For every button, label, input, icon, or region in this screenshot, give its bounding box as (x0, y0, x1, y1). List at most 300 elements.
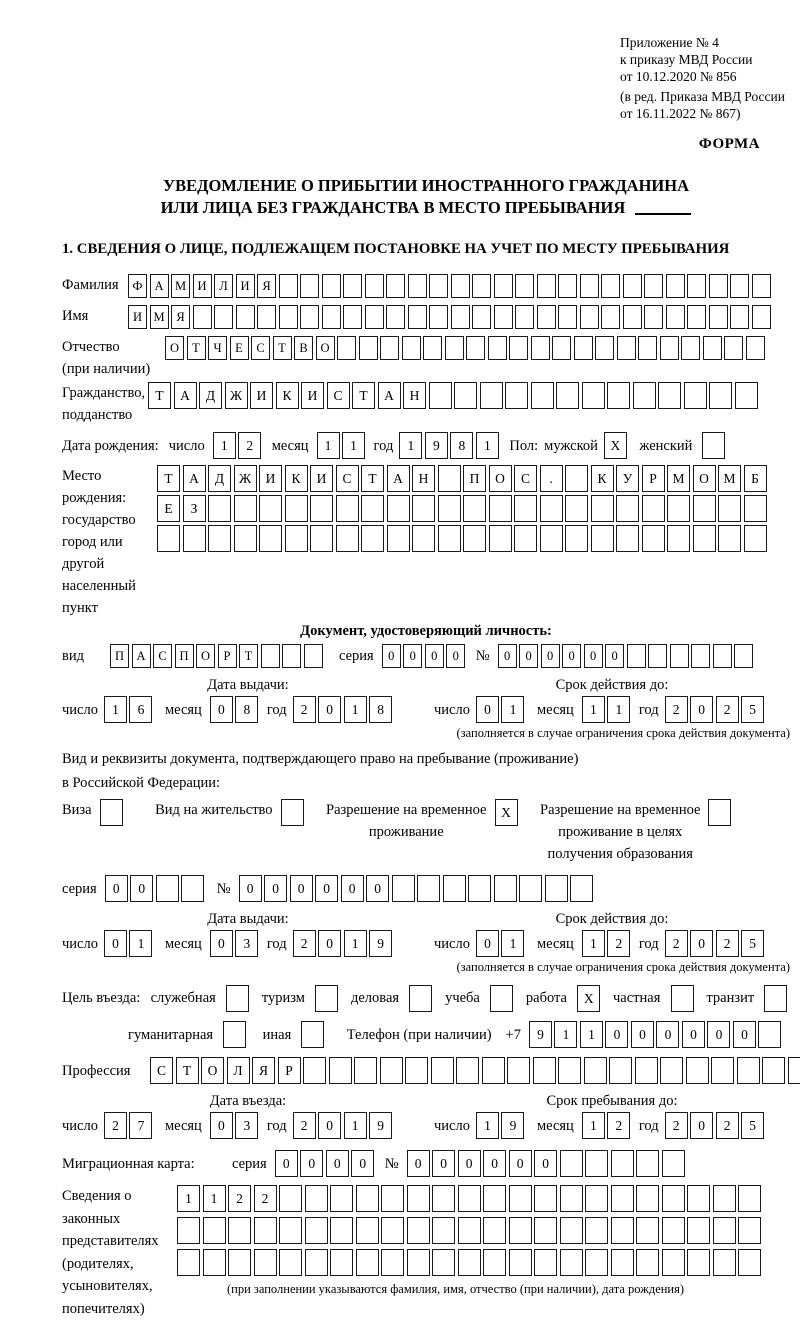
form-cell[interactable]: И (193, 274, 212, 298)
form-cell[interactable]: Б (744, 465, 767, 492)
form-cell[interactable] (687, 1185, 710, 1212)
form-cell[interactable] (611, 1217, 634, 1244)
form-cell[interactable]: 0 (690, 1112, 713, 1139)
form-cell[interactable] (301, 1021, 324, 1048)
form-cell[interactable]: 1 (203, 1185, 226, 1212)
form-cell[interactable] (601, 305, 620, 329)
form-cell[interactable]: А (183, 465, 206, 492)
form-cell[interactable] (466, 336, 485, 360)
form-cell[interactable] (254, 1217, 277, 1244)
form-cell[interactable] (752, 274, 771, 298)
form-cell[interactable] (558, 274, 577, 298)
form-cell[interactable] (558, 1057, 581, 1084)
form-cell[interactable] (423, 336, 442, 360)
form-cell[interactable]: 1 (582, 930, 605, 957)
form-cell[interactable] (691, 644, 710, 668)
form-cell[interactable] (713, 644, 732, 668)
form-cell[interactable] (261, 644, 280, 668)
form-cell[interactable]: О (489, 465, 512, 492)
form-cell[interactable] (560, 1150, 583, 1177)
form-cell[interactable] (658, 382, 681, 409)
form-cell[interactable] (660, 336, 679, 360)
form-cell[interactable] (259, 495, 282, 522)
form-cell[interactable] (483, 1185, 506, 1212)
form-cell[interactable] (322, 274, 341, 298)
form-cell[interactable] (537, 305, 556, 329)
form-cell[interactable] (438, 465, 461, 492)
form-cell[interactable] (234, 525, 257, 552)
form-cell[interactable] (670, 644, 689, 668)
form-cell[interactable] (300, 305, 319, 329)
form-cell[interactable]: 5 (741, 930, 764, 957)
form-cell[interactable] (585, 1185, 608, 1212)
form-cell[interactable] (451, 305, 470, 329)
form-cell[interactable]: 0 (407, 1150, 430, 1177)
form-cell[interactable] (534, 1217, 557, 1244)
form-cell[interactable]: 0 (476, 930, 499, 957)
form-cell[interactable]: Т (352, 382, 375, 409)
form-cell[interactable] (417, 875, 440, 902)
form-cell[interactable]: 0 (275, 1150, 298, 1177)
form-cell[interactable] (514, 495, 537, 522)
form-cell[interactable] (310, 525, 333, 552)
form-cell[interactable]: 2 (716, 930, 739, 957)
form-cell[interactable] (488, 336, 507, 360)
form-cell[interactable] (724, 336, 743, 360)
form-cell[interactable] (431, 1057, 454, 1084)
form-cell[interactable] (228, 1249, 251, 1276)
form-cell[interactable] (565, 495, 588, 522)
form-cell[interactable] (648, 644, 667, 668)
form-cell[interactable]: 1 (177, 1185, 200, 1212)
form-cell[interactable]: Т (157, 465, 180, 492)
form-cell[interactable]: 1 (129, 930, 152, 957)
form-cell[interactable] (494, 274, 513, 298)
form-cell[interactable]: 0 (541, 644, 560, 668)
form-cell[interactable]: 0 (318, 930, 341, 957)
form-cell[interactable]: С (150, 1057, 173, 1084)
form-cell[interactable]: О (201, 1057, 224, 1084)
form-cell[interactable]: М (150, 305, 169, 329)
form-cell[interactable] (582, 382, 605, 409)
form-cell[interactable] (584, 1057, 607, 1084)
form-cell[interactable]: 0 (631, 1021, 654, 1048)
form-cell[interactable] (203, 1217, 226, 1244)
form-cell[interactable] (214, 305, 233, 329)
form-cell[interactable] (709, 305, 728, 329)
form-cell[interactable]: Я (257, 274, 276, 298)
form-cell[interactable] (758, 1021, 781, 1048)
form-cell[interactable]: 0 (300, 1150, 323, 1177)
form-cell[interactable] (531, 382, 554, 409)
form-cell[interactable] (585, 1150, 608, 1177)
form-cell[interactable]: Д (199, 382, 222, 409)
form-cell[interactable] (203, 1249, 226, 1276)
form-cell[interactable]: О (316, 336, 335, 360)
form-cell[interactable]: 5 (741, 1112, 764, 1139)
form-cell[interactable]: 0 (239, 875, 262, 902)
form-cell[interactable] (684, 382, 707, 409)
form-cell[interactable] (472, 305, 491, 329)
form-cell[interactable] (611, 1150, 634, 1177)
form-cell[interactable]: 0 (534, 1150, 557, 1177)
form-cell[interactable]: Я (252, 1057, 275, 1084)
form-cell[interactable]: 0 (584, 644, 603, 668)
form-cell[interactable] (734, 644, 753, 668)
form-cell[interactable] (300, 274, 319, 298)
form-cell[interactable] (438, 495, 461, 522)
form-cell[interactable] (330, 1217, 353, 1244)
form-cell[interactable] (709, 382, 732, 409)
form-cell[interactable] (494, 875, 517, 902)
form-cell[interactable] (157, 525, 180, 552)
form-cell[interactable]: 8 (235, 696, 258, 723)
form-cell[interactable] (609, 1057, 632, 1084)
form-cell[interactable]: 7 (129, 1112, 152, 1139)
form-cell[interactable]: А (132, 644, 151, 668)
form-cell[interactable]: 3 (235, 930, 258, 957)
form-cell[interactable] (472, 274, 491, 298)
form-cell[interactable] (463, 495, 486, 522)
form-cell[interactable] (468, 875, 491, 902)
form-cell[interactable]: 1 (476, 1112, 499, 1139)
form-cell[interactable] (623, 274, 642, 298)
form-cell[interactable]: Т (148, 382, 171, 409)
form-cell[interactable] (788, 1057, 800, 1084)
form-cell[interactable] (257, 305, 276, 329)
form-cell[interactable] (407, 1185, 430, 1212)
form-cell[interactable]: 1 (344, 930, 367, 957)
form-cell[interactable] (515, 305, 534, 329)
form-cell[interactable]: 0 (690, 930, 713, 957)
form-cell[interactable]: 1 (607, 696, 630, 723)
form-cell[interactable] (730, 305, 749, 329)
form-cell[interactable]: С (336, 465, 359, 492)
form-cell[interactable] (752, 305, 771, 329)
form-cell[interactable] (489, 495, 512, 522)
form-cell[interactable]: И (250, 382, 273, 409)
form-cell[interactable]: 1 (344, 696, 367, 723)
form-cell[interactable] (279, 305, 298, 329)
form-cell[interactable]: 1 (582, 1112, 605, 1139)
form-cell[interactable]: 0 (210, 696, 233, 723)
form-cell[interactable] (644, 305, 663, 329)
form-cell[interactable] (660, 1057, 683, 1084)
form-cell[interactable]: Л (227, 1057, 250, 1084)
form-cell[interactable]: 0 (432, 1150, 455, 1177)
form-cell[interactable]: С (251, 336, 270, 360)
form-cell[interactable] (703, 336, 722, 360)
form-cell[interactable] (666, 305, 685, 329)
form-cell[interactable] (208, 525, 231, 552)
form-cell[interactable]: 9 (369, 1112, 392, 1139)
form-cell[interactable]: 2 (665, 696, 688, 723)
form-cell[interactable]: Е (230, 336, 249, 360)
form-cell[interactable]: Д (208, 465, 231, 492)
form-cell[interactable] (556, 382, 579, 409)
form-cell[interactable]: С (514, 465, 537, 492)
form-cell[interactable] (507, 1057, 530, 1084)
form-cell[interactable] (693, 495, 716, 522)
form-cell[interactable] (636, 1249, 659, 1276)
form-cell[interactable] (226, 985, 249, 1012)
form-cell[interactable] (330, 1249, 353, 1276)
form-cell[interactable] (392, 875, 415, 902)
form-cell[interactable] (387, 525, 410, 552)
form-cell[interactable]: Р (278, 1057, 301, 1084)
form-cell[interactable] (611, 1249, 634, 1276)
form-cell[interactable]: 1 (213, 432, 236, 459)
form-cell[interactable] (356, 1217, 379, 1244)
form-cell[interactable]: С (153, 644, 172, 668)
form-cell[interactable]: 1 (580, 1021, 603, 1048)
form-cell[interactable]: Н (412, 465, 435, 492)
form-cell[interactable]: 9 (425, 432, 448, 459)
form-cell[interactable]: 2 (293, 1112, 316, 1139)
form-cell[interactable]: 0 (130, 875, 153, 902)
form-cell[interactable] (356, 1185, 379, 1212)
form-cell[interactable] (305, 1249, 328, 1276)
form-cell[interactable] (585, 1249, 608, 1276)
form-cell[interactable]: И (128, 305, 147, 329)
form-cell[interactable] (343, 305, 362, 329)
form-cell[interactable] (638, 336, 657, 360)
form-cell[interactable] (540, 525, 563, 552)
form-cell[interactable] (509, 1249, 532, 1276)
form-cell[interactable]: 0 (733, 1021, 756, 1048)
form-cell[interactable] (687, 1217, 710, 1244)
form-cell[interactable] (432, 1185, 455, 1212)
form-cell[interactable]: Н (403, 382, 426, 409)
form-cell[interactable] (686, 1057, 709, 1084)
form-cell[interactable] (354, 1057, 377, 1084)
form-cell[interactable]: Т (273, 336, 292, 360)
form-cell[interactable] (193, 305, 212, 329)
form-cell[interactable]: И (259, 465, 282, 492)
form-cell[interactable]: 0 (425, 644, 444, 668)
form-cell[interactable] (405, 1057, 428, 1084)
form-cell[interactable] (718, 525, 741, 552)
form-cell[interactable] (711, 1057, 734, 1084)
form-cell[interactable]: У (616, 465, 639, 492)
form-cell[interactable]: 1 (342, 432, 365, 459)
form-cell[interactable] (601, 274, 620, 298)
form-cell[interactable] (285, 495, 308, 522)
form-cell[interactable] (281, 799, 304, 826)
form-cell[interactable] (671, 985, 694, 1012)
form-cell[interactable] (445, 336, 464, 360)
form-cell[interactable] (228, 1217, 251, 1244)
form-cell[interactable] (361, 495, 384, 522)
form-cell[interactable]: 2 (607, 930, 630, 957)
form-cell[interactable] (667, 525, 690, 552)
form-cell[interactable]: 0 (605, 1021, 628, 1048)
form-cell[interactable] (285, 525, 308, 552)
form-cell[interactable] (380, 1057, 403, 1084)
form-cell[interactable]: Ч (208, 336, 227, 360)
form-cell[interactable]: 0 (562, 644, 581, 668)
form-cell[interactable] (489, 525, 512, 552)
form-cell[interactable] (762, 1057, 785, 1084)
form-cell[interactable] (585, 1217, 608, 1244)
form-cell[interactable] (303, 1057, 326, 1084)
form-cell[interactable] (381, 1217, 404, 1244)
form-cell[interactable] (662, 1150, 685, 1177)
form-cell[interactable]: 1 (582, 696, 605, 723)
form-cell[interactable]: 0 (290, 875, 313, 902)
form-cell[interactable] (483, 1249, 506, 1276)
form-cell[interactable]: А (387, 465, 410, 492)
form-cell[interactable]: 0 (519, 644, 538, 668)
form-cell[interactable] (429, 305, 448, 329)
form-cell[interactable]: Т (361, 465, 384, 492)
form-cell[interactable] (713, 1249, 736, 1276)
form-cell[interactable]: 2 (228, 1185, 251, 1212)
form-cell[interactable]: Ф (128, 274, 147, 298)
form-cell[interactable]: И (236, 274, 255, 298)
form-cell[interactable] (746, 336, 765, 360)
form-cell[interactable] (387, 495, 410, 522)
form-cell[interactable]: О (693, 465, 716, 492)
form-cell[interactable] (702, 432, 725, 459)
form-cell[interactable] (531, 336, 550, 360)
form-cell[interactable] (438, 525, 461, 552)
form-cell[interactable] (627, 644, 646, 668)
form-cell[interactable]: Р (642, 465, 665, 492)
form-cell[interactable] (560, 1185, 583, 1212)
form-cell[interactable] (429, 274, 448, 298)
form-cell[interactable] (458, 1217, 481, 1244)
form-cell[interactable] (713, 1217, 736, 1244)
form-cell[interactable]: 9 (529, 1021, 552, 1048)
form-cell[interactable]: О (196, 644, 215, 668)
form-cell[interactable]: 0 (690, 696, 713, 723)
form-cell[interactable] (565, 465, 588, 492)
form-cell[interactable]: 1 (476, 432, 499, 459)
form-cell[interactable] (565, 525, 588, 552)
form-cell[interactable] (279, 1185, 302, 1212)
form-cell[interactable] (305, 1185, 328, 1212)
form-cell[interactable] (730, 274, 749, 298)
form-cell[interactable] (234, 495, 257, 522)
form-cell[interactable] (537, 274, 556, 298)
form-cell[interactable] (708, 799, 731, 826)
form-cell[interactable] (380, 336, 399, 360)
form-cell[interactable]: К (285, 465, 308, 492)
form-cell[interactable] (408, 274, 427, 298)
form-cell[interactable] (687, 305, 706, 329)
form-cell[interactable]: Т (187, 336, 206, 360)
form-cell[interactable] (611, 1185, 634, 1212)
form-cell[interactable] (515, 274, 534, 298)
form-cell[interactable] (402, 336, 421, 360)
form-cell[interactable]: 2 (104, 1112, 127, 1139)
form-cell[interactable] (558, 305, 577, 329)
form-cell[interactable] (509, 1185, 532, 1212)
form-cell[interactable]: 1 (399, 432, 422, 459)
form-cell[interactable] (623, 305, 642, 329)
form-cell[interactable]: 0 (210, 1112, 233, 1139)
form-cell[interactable]: 2 (665, 930, 688, 957)
form-cell[interactable] (738, 1249, 761, 1276)
form-cell[interactable] (534, 1249, 557, 1276)
form-cell[interactable] (509, 1217, 532, 1244)
form-cell[interactable] (429, 382, 452, 409)
form-cell[interactable] (208, 495, 231, 522)
form-cell[interactable] (386, 274, 405, 298)
form-cell[interactable] (738, 1185, 761, 1212)
form-cell[interactable]: М (718, 465, 741, 492)
form-cell[interactable] (356, 1249, 379, 1276)
form-cell[interactable] (223, 1021, 246, 1048)
form-cell[interactable]: О (165, 336, 184, 360)
form-cell[interactable]: А (378, 382, 401, 409)
form-cell[interactable]: 6 (129, 696, 152, 723)
form-cell[interactable]: 0 (403, 644, 422, 668)
form-cell[interactable]: 0 (382, 644, 401, 668)
form-cell[interactable] (156, 875, 179, 902)
form-cell[interactable] (480, 382, 503, 409)
form-cell[interactable]: 1 (501, 930, 524, 957)
form-cell[interactable] (681, 336, 700, 360)
form-cell[interactable] (310, 495, 333, 522)
form-cell[interactable]: 1 (104, 696, 127, 723)
form-cell[interactable]: 0 (318, 696, 341, 723)
form-cell[interactable] (595, 336, 614, 360)
form-cell[interactable]: Ж (225, 382, 248, 409)
form-cell[interactable] (519, 875, 542, 902)
form-cell[interactable] (533, 1057, 556, 1084)
form-cell[interactable]: С (327, 382, 350, 409)
form-cell[interactable] (336, 495, 359, 522)
form-cell[interactable]: 9 (501, 1112, 524, 1139)
form-cell[interactable]: 2 (716, 1112, 739, 1139)
form-cell[interactable] (574, 336, 593, 360)
form-cell[interactable] (744, 495, 767, 522)
form-cell[interactable]: 0 (366, 875, 389, 902)
form-cell[interactable]: 5 (741, 696, 764, 723)
form-cell[interactable] (494, 305, 513, 329)
form-cell[interactable] (279, 1217, 302, 1244)
form-cell[interactable] (514, 525, 537, 552)
form-cell[interactable] (738, 1217, 761, 1244)
form-cell[interactable]: 0 (315, 875, 338, 902)
form-cell[interactable] (545, 875, 568, 902)
form-cell[interactable] (644, 274, 663, 298)
form-cell[interactable] (407, 1217, 430, 1244)
form-cell[interactable] (662, 1217, 685, 1244)
form-cell[interactable] (386, 305, 405, 329)
form-cell[interactable] (456, 1057, 479, 1084)
form-cell[interactable] (552, 336, 571, 360)
form-cell[interactable]: 2 (254, 1185, 277, 1212)
form-cell[interactable]: З (183, 495, 206, 522)
form-cell[interactable]: 0 (498, 644, 517, 668)
form-cell[interactable]: 2 (293, 696, 316, 723)
form-cell[interactable] (183, 525, 206, 552)
form-cell[interactable]: Т (239, 644, 258, 668)
form-cell[interactable] (451, 274, 470, 298)
form-cell[interactable] (304, 644, 323, 668)
form-cell[interactable]: 0 (318, 1112, 341, 1139)
form-cell[interactable] (687, 1249, 710, 1276)
form-cell[interactable]: X (577, 985, 600, 1012)
form-cell[interactable]: 0 (105, 875, 128, 902)
form-cell[interactable] (483, 1217, 506, 1244)
form-cell[interactable] (490, 985, 513, 1012)
form-cell[interactable] (236, 305, 255, 329)
form-cell[interactable] (359, 336, 378, 360)
